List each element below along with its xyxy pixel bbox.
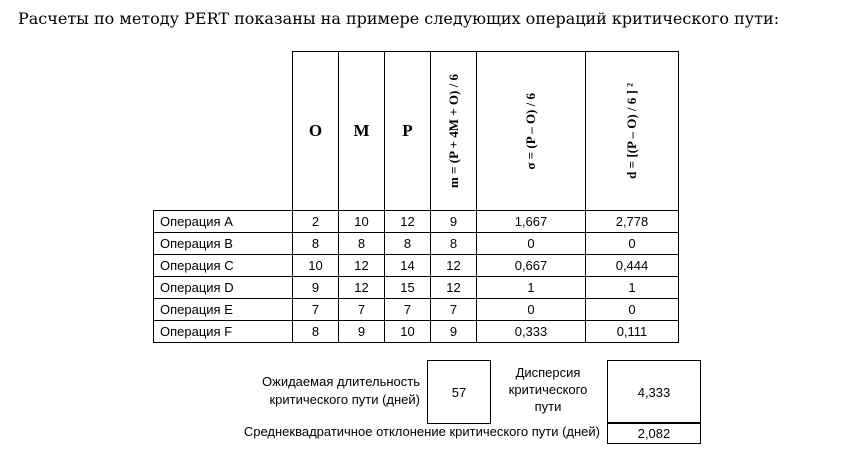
cell-o: 8 <box>293 233 339 255</box>
cell-variance: 0 <box>586 299 679 321</box>
header-m: M <box>339 52 385 211</box>
row-name: Операция F <box>154 321 293 343</box>
cell-sigma: 0 <box>477 233 586 255</box>
row-name: Операция D <box>154 277 293 299</box>
variance-label: Дисперсия критического пути <box>508 365 588 414</box>
header-row <box>154 52 679 211</box>
cell-variance: 0,444 <box>586 255 679 277</box>
row-name: Операция A <box>154 211 293 233</box>
variance-value: 4,333 <box>607 360 701 424</box>
cell-mean: 12 <box>431 255 477 277</box>
intro-text: Расчеты по методу PERT показаны на примере следующих операций критического пути: <box>18 9 780 28</box>
cell-o: 2 <box>293 211 339 233</box>
cell-o: 10 <box>293 255 339 277</box>
header-d-formula: d = [(P – O) / 6 ] ² <box>586 52 679 211</box>
cell-m: 9 <box>339 321 385 343</box>
stddev-value: 2,082 <box>607 422 701 444</box>
table-row <box>154 255 679 277</box>
cell-sigma: 1,667 <box>477 211 586 233</box>
cell-m: 8 <box>339 233 385 255</box>
cell-p: 14 <box>385 255 431 277</box>
table-row <box>154 233 679 255</box>
cell-m: 10 <box>339 211 385 233</box>
cell-mean: 8 <box>431 233 477 255</box>
header-o: O <box>293 52 339 211</box>
table-row <box>154 277 679 299</box>
row-name: Операция E <box>154 299 293 321</box>
header-sigma-formula: σ = (P – O) / 6 <box>477 52 586 211</box>
cell-variance: 1 <box>586 277 679 299</box>
cell-m: 12 <box>339 277 385 299</box>
cell-sigma: 0 <box>477 299 586 321</box>
cell-p: 12 <box>385 211 431 233</box>
header-blank <box>154 52 293 211</box>
table-row <box>154 211 679 233</box>
cell-mean: 7 <box>431 299 477 321</box>
cell-mean: 9 <box>431 321 477 343</box>
cell-m: 12 <box>339 255 385 277</box>
header-m-formula: m = (P + 4M + O) / 6 <box>431 52 477 211</box>
cell-sigma: 0,667 <box>477 255 586 277</box>
cell-o: 8 <box>293 321 339 343</box>
cell-mean: 12 <box>431 277 477 299</box>
cell-variance: 0 <box>586 233 679 255</box>
cell-p: 8 <box>385 233 431 255</box>
cell-m: 7 <box>339 299 385 321</box>
cell-o: 7 <box>293 299 339 321</box>
cell-sigma: 1 <box>477 277 586 299</box>
row-name: Операция C <box>154 255 293 277</box>
stddev-label: Среднеквадратичное отклонение критического пути (дней) <box>243 424 600 439</box>
pert-table <box>153 51 679 343</box>
cell-variance: 0,111 <box>586 321 679 343</box>
row-name: Операция B <box>154 233 293 255</box>
expected-duration-value: 57 <box>427 360 491 424</box>
cell-variance: 2,778 <box>586 211 679 233</box>
cell-p: 15 <box>385 277 431 299</box>
cell-p: 7 <box>385 299 431 321</box>
cell-sigma: 0,333 <box>477 321 586 343</box>
table-row <box>154 321 679 343</box>
cell-o: 9 <box>293 277 339 299</box>
table-row <box>154 299 679 321</box>
expected-duration-label: Ожидаемая длительность критического пути (дней) <box>262 374 420 407</box>
cell-mean: 9 <box>431 211 477 233</box>
cell-p: 10 <box>385 321 431 343</box>
header-p: P <box>385 52 431 211</box>
